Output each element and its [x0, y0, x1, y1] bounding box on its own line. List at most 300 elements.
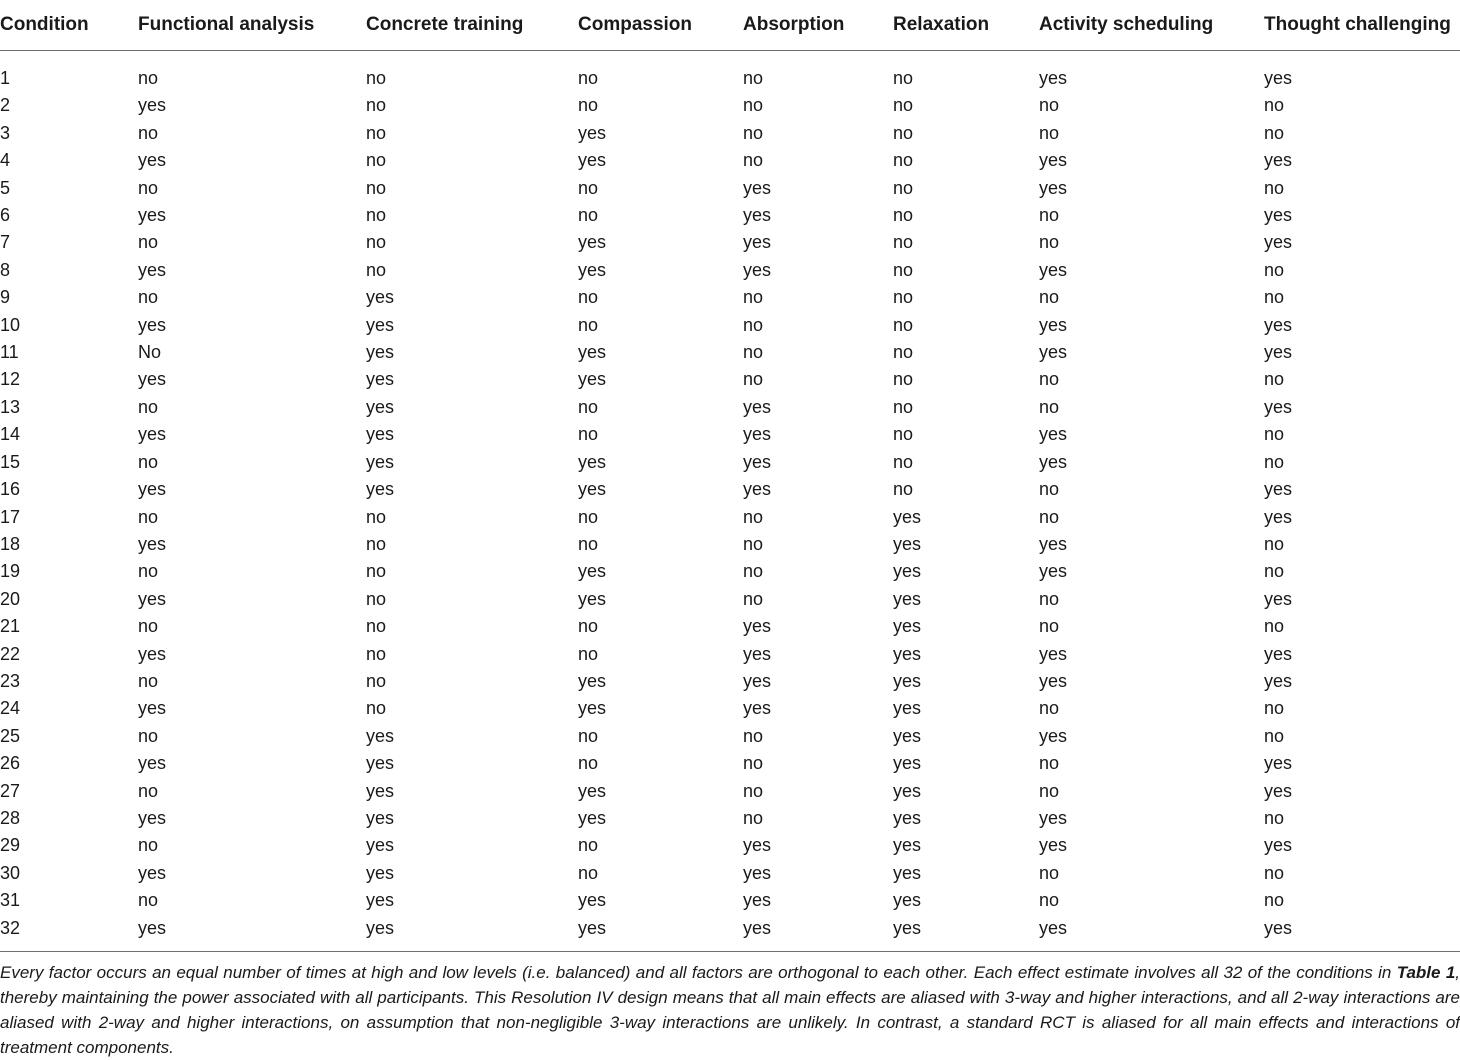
condition-number-cell: 22 — [0, 643, 21, 664]
factor-level-cell: no — [893, 259, 914, 280]
table-row — [0, 641, 1460, 668]
factor-level-cell: no — [138, 451, 159, 472]
table-row — [0, 778, 1460, 805]
factor-level-cell: no — [366, 561, 387, 582]
factor-level-cell: no — [893, 342, 914, 363]
table-row — [0, 312, 1460, 339]
factor-level-cell: no — [578, 68, 599, 88]
factor-level-cell: no — [138, 68, 159, 88]
factor-level-cell: yes — [366, 342, 395, 363]
factor-level-cell: yes — [893, 862, 922, 883]
factor-level-cell: yes — [366, 917, 395, 938]
factor-level-cell: no — [366, 95, 387, 116]
factor-level-cell: yes — [138, 862, 167, 883]
factor-level-cell: no — [366, 205, 387, 226]
factor-level-cell: yes — [366, 862, 395, 883]
column-header: Concrete training — [366, 0, 578, 51]
factor-level-cell: no — [366, 150, 387, 171]
factor-level-cell: yes — [743, 205, 772, 226]
factor-level-cell: no — [1264, 451, 1285, 472]
factor-level-cell: no — [743, 122, 764, 143]
factor-level-cell: no — [743, 68, 764, 88]
factor-level-cell: yes — [1039, 807, 1068, 828]
condition-number-cell: 26 — [0, 753, 21, 774]
factor-level-cell: no — [578, 862, 599, 883]
factor-level-cell: no — [578, 424, 599, 445]
condition-number-cell: 14 — [0, 424, 21, 445]
table-row — [0, 723, 1460, 750]
condition-number-cell: 25 — [0, 725, 21, 746]
condition-number-cell: 11 — [0, 342, 19, 363]
factor-level-cell: yes — [893, 561, 922, 582]
column-header: Absorption — [743, 0, 893, 51]
factor-level-cell: no — [1264, 725, 1285, 746]
factor-level-cell: yes — [1264, 205, 1293, 226]
factor-level-cell: yes — [1264, 643, 1293, 664]
factor-level-cell: no — [1264, 287, 1285, 308]
factor-level-cell: no — [1264, 561, 1285, 582]
factor-level-cell: yes — [366, 451, 395, 472]
factor-level-cell: no — [138, 780, 159, 801]
factor-level-cell: yes — [366, 479, 395, 500]
factor-level-cell: yes — [1264, 479, 1293, 500]
factor-level-cell: no — [893, 95, 914, 116]
factor-level-cell: yes — [138, 205, 167, 226]
factor-level-cell: yes — [366, 725, 395, 746]
factor-level-cell: no — [578, 753, 599, 774]
condition-number-cell: 8 — [0, 259, 11, 280]
condition-number-cell: 18 — [0, 533, 21, 554]
factor-level-cell: no — [1039, 506, 1060, 527]
factor-level-cell: yes — [138, 95, 167, 116]
factor-level-cell: no — [366, 232, 387, 253]
factor-level-cell: yes — [366, 287, 395, 308]
factor-level-cell: yes — [893, 533, 922, 554]
column-header: Functional analysis — [138, 0, 366, 51]
factor-level-cell: no — [743, 287, 764, 308]
condition-number-cell: 28 — [0, 807, 21, 828]
factor-level-cell: yes — [578, 150, 607, 171]
table-row — [0, 531, 1460, 558]
factor-level-cell: yes — [366, 369, 395, 390]
condition-number-cell: 16 — [0, 479, 21, 500]
factor-level-cell: no — [366, 533, 387, 554]
factor-level-cell: yes — [743, 643, 772, 664]
factor-level-cell: yes — [893, 807, 922, 828]
factor-level-cell: yes — [578, 698, 607, 719]
table-row — [0, 175, 1460, 202]
factor-level-cell: no — [1264, 369, 1285, 390]
factor-level-cell: no — [743, 314, 764, 335]
factor-level-cell: no — [578, 533, 599, 554]
factor-level-cell: yes — [138, 314, 167, 335]
column-header: Thought challenging — [1264, 0, 1460, 51]
factor-level-cell: yes — [893, 588, 922, 609]
factor-level-cell: yes — [1039, 342, 1068, 363]
factor-level-cell: no — [366, 177, 387, 198]
factor-level-cell: no — [743, 588, 764, 609]
table-row — [0, 449, 1460, 476]
condition-number-cell: 5 — [0, 177, 11, 198]
factor-level-cell: no — [138, 506, 159, 527]
factor-level-cell: no — [1039, 890, 1060, 911]
factor-level-cell: no — [1039, 479, 1060, 500]
factor-level-cell: yes — [893, 780, 922, 801]
factor-level-cell: no — [1039, 753, 1060, 774]
factor-level-cell: no — [893, 287, 914, 308]
factor-level-cell: yes — [366, 807, 395, 828]
factor-level-cell: yes — [743, 479, 772, 500]
factor-level-cell: no — [366, 68, 387, 88]
factor-level-cell: no — [366, 643, 387, 664]
factor-level-cell: no — [578, 205, 599, 226]
condition-number-cell: 27 — [0, 780, 21, 801]
factor-level-cell: yes — [578, 451, 607, 472]
factor-level-cell: yes — [893, 917, 922, 938]
table-row — [0, 229, 1460, 256]
footnote-text-before: Every factor occurs an equal number of times at high and low levels (i.e. balanced) and all factors are orthogonal to each other. Each effect estimate involves all 32 of the conditions in — [0, 963, 1397, 982]
factor-level-cell: no — [743, 95, 764, 116]
condition-number-cell: 21 — [0, 616, 21, 637]
factor-level-cell: yes — [138, 150, 167, 171]
factor-level-cell: no — [1039, 780, 1060, 801]
factor-level-cell: yes — [366, 424, 395, 445]
factor-level-cell: no — [138, 122, 159, 143]
factor-level-cell: yes — [138, 369, 167, 390]
factor-level-cell: yes — [366, 753, 395, 774]
factor-level-cell: yes — [1039, 314, 1068, 335]
factor-level-cell: yes — [138, 588, 167, 609]
factor-level-cell: yes — [138, 807, 167, 828]
condition-number-cell: 30 — [0, 862, 21, 883]
factor-level-cell: no — [138, 616, 159, 637]
factor-level-cell: no — [138, 232, 159, 253]
factor-level-cell: yes — [1039, 917, 1068, 938]
table-row — [0, 860, 1460, 887]
factor-level-cell: no — [1039, 369, 1060, 390]
factor-level-cell: yes — [1264, 396, 1293, 417]
factor-level-cell: yes — [1264, 753, 1293, 774]
factor-level-cell: no — [138, 725, 159, 746]
factor-level-cell: yes — [138, 698, 167, 719]
table-row — [0, 504, 1460, 531]
factor-level-cell: yes — [1264, 835, 1293, 856]
factor-level-cell: yes — [578, 369, 607, 390]
factor-level-cell: no — [138, 396, 159, 417]
condition-number-cell: 19 — [0, 561, 21, 582]
factor-level-cell: yes — [743, 616, 772, 637]
factor-level-cell: no — [366, 259, 387, 280]
factor-level-cell: no — [893, 396, 914, 417]
factor-level-cell: no — [578, 725, 599, 746]
factor-level-cell: yes — [578, 479, 607, 500]
factor-level-cell: yes — [578, 342, 607, 363]
table-row — [0, 558, 1460, 585]
factor-level-cell: no — [138, 670, 159, 691]
factor-level-cell: no — [1039, 616, 1060, 637]
factor-level-cell: no — [893, 232, 914, 253]
factor-level-cell: no — [893, 479, 914, 500]
table-header-row — [0, 0, 1460, 51]
factor-level-cell: no — [1264, 807, 1285, 828]
factor-level-cell: yes — [138, 259, 167, 280]
factor-level-cell: no — [1264, 533, 1285, 554]
factor-level-cell: yes — [893, 890, 922, 911]
column-header: Relaxation — [893, 0, 1039, 51]
factor-level-cell: no — [138, 890, 159, 911]
factor-level-cell: yes — [1039, 259, 1068, 280]
factor-level-cell: yes — [578, 232, 607, 253]
factor-level-cell: yes — [743, 424, 772, 445]
table-row — [0, 339, 1460, 366]
factor-level-cell: no — [1039, 396, 1060, 417]
condition-number-cell: 6 — [0, 205, 11, 226]
table-row — [0, 394, 1460, 421]
factor-level-cell: yes — [578, 670, 607, 691]
factor-level-cell: no — [1039, 862, 1060, 883]
factor-level-cell: no — [578, 506, 599, 527]
factor-level-cell: yes — [138, 479, 167, 500]
column-header: Condition — [0, 0, 138, 51]
factor-level-cell: no — [1039, 122, 1060, 143]
table-row — [0, 92, 1460, 119]
factor-level-cell: yes — [1039, 150, 1068, 171]
factor-level-cell: no — [366, 588, 387, 609]
factor-level-cell: yes — [578, 259, 607, 280]
factor-level-cell: no — [893, 314, 914, 335]
factor-level-cell: no — [138, 287, 159, 308]
factor-level-cell: yes — [1039, 561, 1068, 582]
factor-level-cell: no — [1264, 424, 1285, 445]
factor-level-cell: yes — [1264, 68, 1293, 88]
factor-level-cell: no — [1264, 177, 1285, 198]
factor-level-cell: yes — [1039, 424, 1068, 445]
condition-number-cell: 9 — [0, 287, 11, 308]
condition-number-cell: 2 — [0, 95, 11, 116]
factor-level-cell: yes — [1039, 725, 1068, 746]
condition-number-cell: 10 — [0, 314, 21, 335]
factor-level-cell: yes — [893, 753, 922, 774]
factor-level-cell: yes — [1039, 68, 1068, 88]
factor-level-cell: no — [1039, 588, 1060, 609]
factor-level-cell: no — [743, 533, 764, 554]
factor-level-cell: yes — [578, 122, 607, 143]
table-row — [0, 586, 1460, 613]
condition-number-cell: 23 — [0, 670, 21, 691]
factor-level-cell: yes — [893, 670, 922, 691]
column-header: Compassion — [578, 0, 743, 51]
table-row — [0, 915, 1460, 944]
table-row — [0, 284, 1460, 311]
table-row — [0, 202, 1460, 229]
condition-number-cell: 3 — [0, 122, 11, 143]
factor-level-cell: yes — [366, 396, 395, 417]
table-row — [0, 421, 1460, 448]
factor-level-cell: no — [138, 561, 159, 582]
table-row — [0, 668, 1460, 695]
factor-level-cell: yes — [743, 451, 772, 472]
factor-level-cell: yes — [1039, 643, 1068, 664]
factor-level-cell: no — [578, 835, 599, 856]
factor-level-cell: yes — [893, 698, 922, 719]
factor-level-cell: no — [578, 177, 599, 198]
factor-level-cell: yes — [893, 506, 922, 527]
factor-level-cell: yes — [1039, 835, 1068, 856]
factor-level-cell: no — [1264, 95, 1285, 116]
factor-level-cell: No — [138, 342, 162, 363]
factor-level-cell: yes — [138, 753, 167, 774]
factor-level-cell: no — [893, 68, 914, 88]
factor-level-cell: yes — [1039, 533, 1068, 554]
factor-level-cell: yes — [366, 835, 395, 856]
condition-number-cell: 12 — [0, 369, 21, 390]
factor-level-cell: yes — [578, 917, 607, 938]
factor-level-cell: no — [578, 616, 599, 637]
factor-level-cell: no — [1264, 122, 1285, 143]
table-row — [0, 147, 1460, 174]
factor-level-cell: no — [366, 670, 387, 691]
factor-level-cell: yes — [743, 670, 772, 691]
factor-level-cell: no — [893, 424, 914, 445]
factor-level-cell: yes — [893, 616, 922, 637]
factor-level-cell: yes — [743, 835, 772, 856]
factor-level-cell: no — [1264, 698, 1285, 719]
factor-level-cell: yes — [743, 917, 772, 938]
factor-level-cell: no — [366, 122, 387, 143]
factor-level-cell: no — [1264, 890, 1285, 911]
table-bottom-rule — [0, 951, 1460, 952]
factor-level-cell: no — [1039, 232, 1060, 253]
factor-level-cell: no — [743, 369, 764, 390]
factor-level-cell: no — [366, 616, 387, 637]
factor-level-cell: yes — [578, 588, 607, 609]
table-row — [0, 257, 1460, 284]
factor-level-cell: yes — [1264, 314, 1293, 335]
condition-number-cell: 15 — [0, 451, 21, 472]
factor-level-cell: yes — [138, 643, 167, 664]
table-row — [0, 805, 1460, 832]
factor-level-cell: no — [743, 807, 764, 828]
factor-level-cell: no — [743, 561, 764, 582]
factor-level-cell: yes — [893, 643, 922, 664]
factor-level-cell: yes — [366, 314, 395, 335]
factor-level-cell: yes — [578, 561, 607, 582]
table-row — [0, 613, 1460, 640]
table-row — [0, 832, 1460, 859]
factor-level-cell: no — [1264, 259, 1285, 280]
factor-level-cell: yes — [1264, 342, 1293, 363]
factor-level-cell: no — [578, 643, 599, 664]
factor-level-cell: yes — [893, 725, 922, 746]
column-header: Activity scheduling — [1039, 0, 1264, 51]
table-row — [0, 366, 1460, 393]
table-row — [0, 476, 1460, 503]
factor-level-cell: no — [743, 506, 764, 527]
table-row — [0, 750, 1460, 777]
factor-level-cell: yes — [743, 862, 772, 883]
factor-level-cell: yes — [578, 890, 607, 911]
factor-level-cell: yes — [138, 424, 167, 445]
table-row — [0, 887, 1460, 914]
factor-level-cell: yes — [743, 177, 772, 198]
footnote-table-reference[interactable]: Table 1 — [1396, 963, 1456, 982]
factor-level-cell: yes — [1039, 670, 1068, 691]
condition-number-cell: 29 — [0, 835, 21, 856]
condition-number-cell: 20 — [0, 588, 21, 609]
factor-level-cell: no — [138, 177, 159, 198]
factor-level-cell: yes — [1039, 451, 1068, 472]
factor-level-cell: no — [366, 506, 387, 527]
table-row — [0, 695, 1460, 722]
factor-level-cell: no — [1039, 287, 1060, 308]
table-row — [0, 120, 1460, 147]
factor-level-cell: yes — [578, 780, 607, 801]
condition-number-cell: 1 — [0, 68, 11, 88]
factor-level-cell: no — [893, 205, 914, 226]
factor-level-cell: no — [578, 396, 599, 417]
factor-level-cell: no — [366, 698, 387, 719]
factor-level-cell: yes — [743, 698, 772, 719]
factor-level-cell: no — [1264, 616, 1285, 637]
factor-level-cell: no — [1039, 95, 1060, 116]
factor-level-cell: yes — [1264, 780, 1293, 801]
factor-level-cell: yes — [366, 890, 395, 911]
factor-level-cell: yes — [743, 259, 772, 280]
factor-level-cell: no — [578, 314, 599, 335]
factor-level-cell: no — [893, 122, 914, 143]
factor-level-cell: yes — [1264, 232, 1293, 253]
table-header — [0, 0, 1460, 51]
factor-level-cell: no — [743, 753, 764, 774]
factor-level-cell: yes — [138, 917, 167, 938]
factor-level-cell: no — [578, 287, 599, 308]
factor-level-cell: no — [743, 342, 764, 363]
factor-level-cell: no — [138, 835, 159, 856]
factor-level-cell: yes — [893, 835, 922, 856]
factor-level-cell: yes — [743, 232, 772, 253]
factor-level-cell: yes — [1039, 177, 1068, 198]
table-row — [0, 51, 1460, 93]
condition-number-cell: 13 — [0, 396, 21, 417]
factor-level-cell: no — [743, 725, 764, 746]
factor-level-cell: yes — [743, 396, 772, 417]
factor-level-cell: no — [743, 780, 764, 801]
condition-number-cell: 7 — [0, 232, 11, 253]
factor-level-cell: yes — [1264, 588, 1293, 609]
factor-level-cell: no — [893, 451, 914, 472]
condition-number-cell: 24 — [0, 698, 21, 719]
factor-level-cell: no — [1039, 205, 1060, 226]
factor-level-cell: yes — [1264, 506, 1293, 527]
condition-number-cell: 31 — [0, 890, 21, 911]
factor-level-cell: yes — [578, 807, 607, 828]
condition-number-cell: 4 — [0, 150, 11, 171]
footnote-text-after: , thereby maintaining the power associated with all participants. This Resolution IV design means that all main effects are aliased with 3-way and higher interactions, and all 2-way interactions are aliased with 2-way and higher interactions, on assumption that non-negligible 3-way interactions are unlikely. In contrast, a standard RCT is aliased for all main effects and interactions of treatment components. — [0, 963, 1460, 1057]
factor-level-cell: no — [893, 369, 914, 390]
factor-level-cell: no — [1039, 698, 1060, 719]
factor-level-cell: no — [743, 150, 764, 171]
condition-number-cell: 17 — [0, 506, 21, 527]
factor-level-cell: no — [1264, 862, 1285, 883]
factor-level-cell: yes — [1264, 917, 1293, 938]
condition-number-cell: 32 — [0, 917, 21, 938]
factor-level-cell: no — [893, 150, 914, 171]
table-body — [0, 51, 1460, 945]
factor-level-cell: no — [578, 95, 599, 116]
table-footnote — [0, 960, 1460, 1060]
factor-level-cell: no — [893, 177, 914, 198]
factor-level-cell: yes — [1264, 150, 1293, 171]
